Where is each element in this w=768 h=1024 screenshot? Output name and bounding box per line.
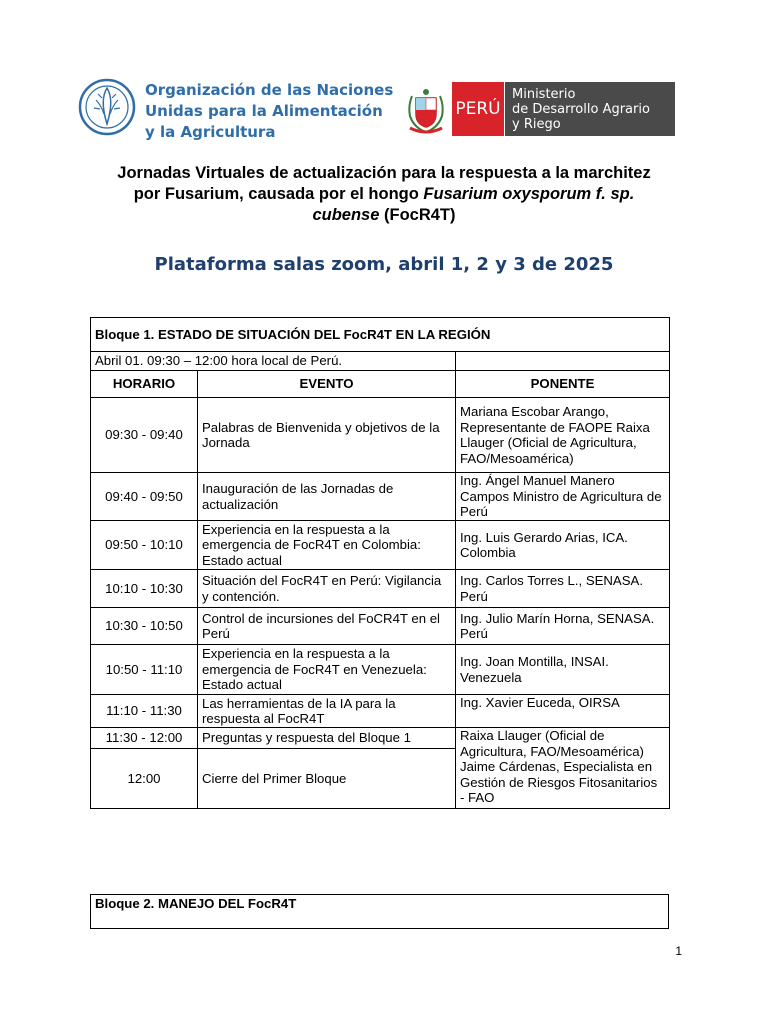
speaker-cell: Ing. Joan Montilla, INSAI. Venezuela xyxy=(456,645,670,695)
table-row xyxy=(91,608,670,645)
header-row xyxy=(91,371,670,398)
event-cell: Experiencia en la respuesta a la emergencia de FocR4T en Colombia: Estado actual xyxy=(198,521,456,570)
table-row xyxy=(91,728,670,749)
column-header: PONENTE xyxy=(456,371,670,398)
page-number: 1 xyxy=(675,944,682,958)
time-cell: 09:40 - 09:50 xyxy=(91,473,198,521)
block1-title-row xyxy=(91,318,670,352)
time-cell: 09:50 - 10:10 xyxy=(91,521,198,570)
document-title: Jornadas Virtuales de actualización para la respuesta a la marchitez por Fusarium, causada por el hongo Fusarium oxysporum f. sp. cubense (FocR4T) xyxy=(117,164,651,224)
table-row xyxy=(91,570,670,608)
block2-title: Bloque 2. MANEJO DEL FocR4T xyxy=(90,894,669,929)
time-cell: 12:00 xyxy=(91,749,198,809)
event-cell: Palabras de Bienvenida y objetivos de la Jornada xyxy=(198,398,456,473)
event-cell: Situación del FocR4T en Perú: Vigilancia y contención. xyxy=(198,570,456,608)
event-cell: Preguntas y respuesta del Bloque 1 xyxy=(198,728,456,749)
block1-schedule-table xyxy=(90,317,670,809)
fao-name: Organización de las Naciones Unidas para la Alimentación y la Agricultura xyxy=(145,81,394,141)
block1-title: Bloque 1. ESTADO DE SITUACIÓN DEL FocR4T EN LA REGIÓN xyxy=(91,318,670,352)
peru-coat-of-arms-icon xyxy=(404,84,448,136)
time-cell: 10:30 - 10:50 xyxy=(91,608,198,645)
event-cell: Cierre del Primer Bloque xyxy=(198,749,456,809)
event-cell: Inauguración de las Jornadas de actualización xyxy=(198,473,456,521)
page-header xyxy=(0,0,768,160)
time-cell: 11:10 - 11:30 xyxy=(91,695,198,728)
fao-logo-icon xyxy=(78,78,136,136)
table-row xyxy=(91,398,670,473)
event-cell: Experiencia en la respuesta a la emergencia de FocR4T en Venezuela: Estado actual xyxy=(198,645,456,695)
speaker-cell: Ing. Julio Marín Horna, SENASA. Perú xyxy=(456,608,670,645)
event-cell: Control de incursiones del FoCR4T en el Perú xyxy=(198,608,456,645)
table-row xyxy=(91,695,670,728)
event-cell: Las herramientas de la IA para la respuesta al FocR4T xyxy=(198,695,456,728)
peru-brand-label: PERÚ xyxy=(452,82,504,136)
speaker-cell: Raixa Llauger (Oficial de Agricultura, FAO/Mesoamérica) Jaime Cárdenas, Especialista en Gestión de Riesgos Fitosanitarios - FAO xyxy=(456,728,670,809)
date-line: Abril 01. 09:30 – 12:00 hora local de Perú. xyxy=(91,352,456,371)
time-cell: 10:10 - 10:30 xyxy=(91,570,198,608)
time-cell: 09:30 - 09:40 xyxy=(91,398,198,473)
speaker-cell: Ing. Ángel Manuel Manero Campos Ministro de Agricultura de Perú xyxy=(456,473,670,521)
date-row xyxy=(91,352,670,371)
time-cell: 11:30 - 12:00 xyxy=(91,728,198,749)
column-header: HORARIO xyxy=(91,371,198,398)
ministry-name: Ministerio de Desarrollo Agrario y Riego xyxy=(505,82,675,136)
column-header: EVENTO xyxy=(198,371,456,398)
time-cell: 10:50 - 11:10 xyxy=(91,645,198,695)
table-row xyxy=(91,645,670,695)
document-subtitle: Plataforma salas zoom, abril 1, 2 y 3 de 2025 xyxy=(154,254,614,275)
speaker-cell: Mariana Escobar Arango, Representante de FAOPE Raixa Llauger (Oficial de Agricultura, FAO/Mesoamérica) xyxy=(456,398,670,473)
table-row xyxy=(91,473,670,521)
speaker-cell: Ing. Carlos Torres L., SENASA. Perú xyxy=(456,570,670,608)
table-row xyxy=(91,521,670,570)
speaker-cell: Ing. Xavier Euceda, OIRSA xyxy=(456,695,670,728)
speaker-cell: Ing. Luis Gerardo Arias, ICA. Colombia xyxy=(456,521,670,570)
